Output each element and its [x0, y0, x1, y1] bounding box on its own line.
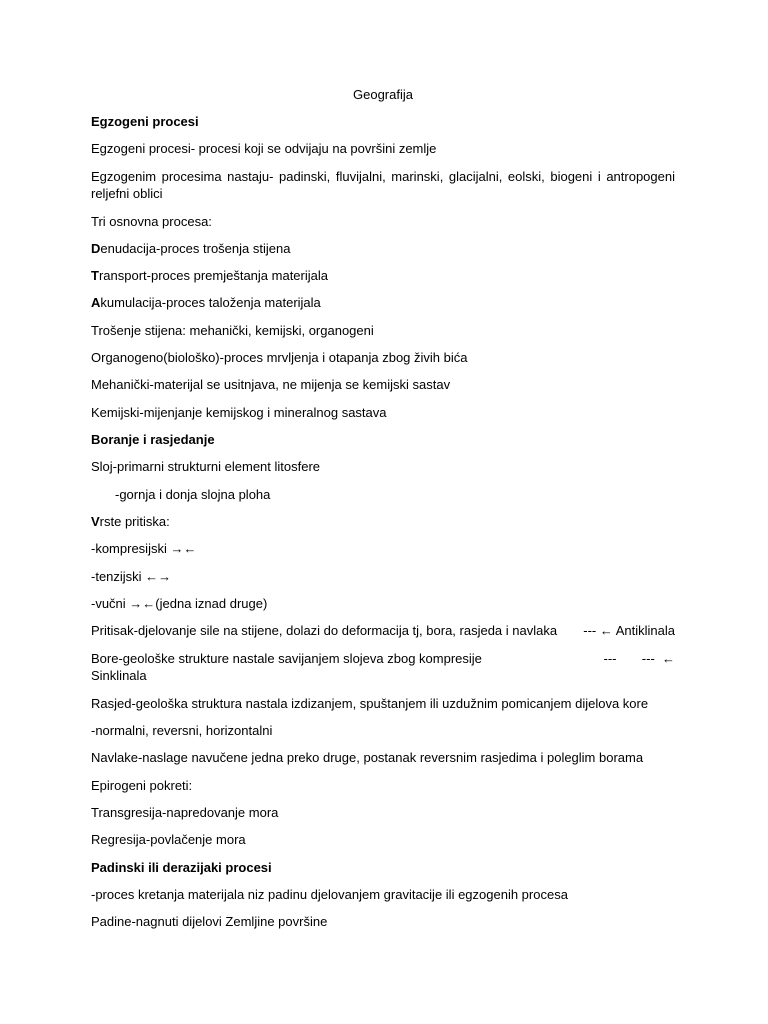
paragraph-line	[91, 650, 675, 667]
paragraph-line	[91, 240, 675, 257]
heading-boranje-i-rasjedanje: Boranje i rasjedanje	[91, 432, 215, 447]
paragraph-line	[91, 294, 675, 311]
paragraph-line: Egzogeni procesi- procesi koji se odvijaju na površini zemlje	[91, 141, 437, 156]
bold-initial: V	[91, 514, 100, 529]
bold-initial: D	[91, 241, 101, 256]
line-text: kumulacija-proces taloženja materijala	[100, 295, 321, 310]
paragraph-line: Tri osnovna procesa:	[91, 214, 212, 229]
heading-padinski-procesi: Padinski ili derazijaki procesi	[91, 860, 272, 875]
paragraph-line: reljefni oblici	[91, 186, 163, 201]
paragraph-line: -normalni, reversni, horizontalni	[91, 723, 273, 738]
paragraph-line: -kompresijski →←	[91, 541, 197, 556]
paragraph-line-indented: -gornja i donja slojna ploha	[115, 487, 271, 502]
paragraph-line: Trošenje stijena: mehanički, kemijski, organogeni	[91, 323, 374, 338]
paragraph-line: Sloj-primarni strukturni element litosfere	[91, 459, 321, 474]
document-title: Geografija	[353, 87, 413, 102]
line-text: ransport-proces premještanja materijala	[98, 268, 328, 283]
paragraph-line	[91, 513, 675, 530]
paragraph-line: -proces kretanja materijala niz padinu djelovanjem gravitacije ili egzogenih procesa	[91, 887, 568, 902]
paragraph-line: -vučni →←(jedna iznad druge)	[91, 596, 268, 611]
line-tail: --- --- ←	[603, 651, 675, 666]
line-text: enudacija-proces trošenja stijena	[100, 241, 291, 256]
paragraph-line: Egzogenim procesima nastaju- padinski, fluvijalni, marinski, glacijalni, eolski, biogeni i antropogeni	[91, 169, 675, 184]
paragraph-line	[91, 267, 675, 284]
line-text: rste pritiska:	[99, 514, 170, 529]
paragraph-line: Sinklinala	[91, 668, 147, 683]
bold-initial: A	[91, 295, 101, 310]
paragraph-line: Regresija-povlačenje mora	[91, 832, 246, 847]
paragraph-line: Navlake-naslage navučene jedna preko druge, postanak reversnim rasjedima i poleglim borama	[91, 750, 644, 765]
paragraph-line: -tenzijski ←→	[91, 569, 172, 584]
paragraph-line: Organogeno(biološko)-proces mrvljenja i otapanja zbog živih bića	[91, 350, 468, 365]
paragraph-line	[91, 622, 675, 639]
heading-egzogeni-procesi: Egzogeni procesi	[91, 114, 199, 129]
line-text: Bore-geološke strukture nastale savijanjem slojeva zbog kompresije	[91, 651, 482, 666]
line-text: Pritisak-djelovanje sile na stijene, dolazi do deformacija tj, bora, rasjeda i navlaka	[91, 623, 558, 638]
paragraph-line: Epirogeni pokreti:	[91, 778, 193, 793]
paragraph-line: Rasjed-geološka struktura nastala izdizanjem, spuštanjem ili uzdužnim pomicanjem dijelova kore	[91, 696, 649, 711]
paragraph-justified	[91, 168, 675, 202]
paragraph-line: Kemijski-mijenjanje kemijskog i mineralnog sastava	[91, 405, 387, 420]
bold-initial: T	[91, 268, 99, 283]
paragraph-line: Transgresija-napredovanje mora	[91, 805, 279, 820]
paragraph-line: Mehanički-materijal se usitnjava, ne mijenja se kemijski sastav	[91, 377, 451, 392]
line-tail: --- ← Antiklinala	[583, 623, 675, 638]
paragraph-line: Padine-nagnuti dijelovi Zemljine površine	[91, 914, 328, 929]
